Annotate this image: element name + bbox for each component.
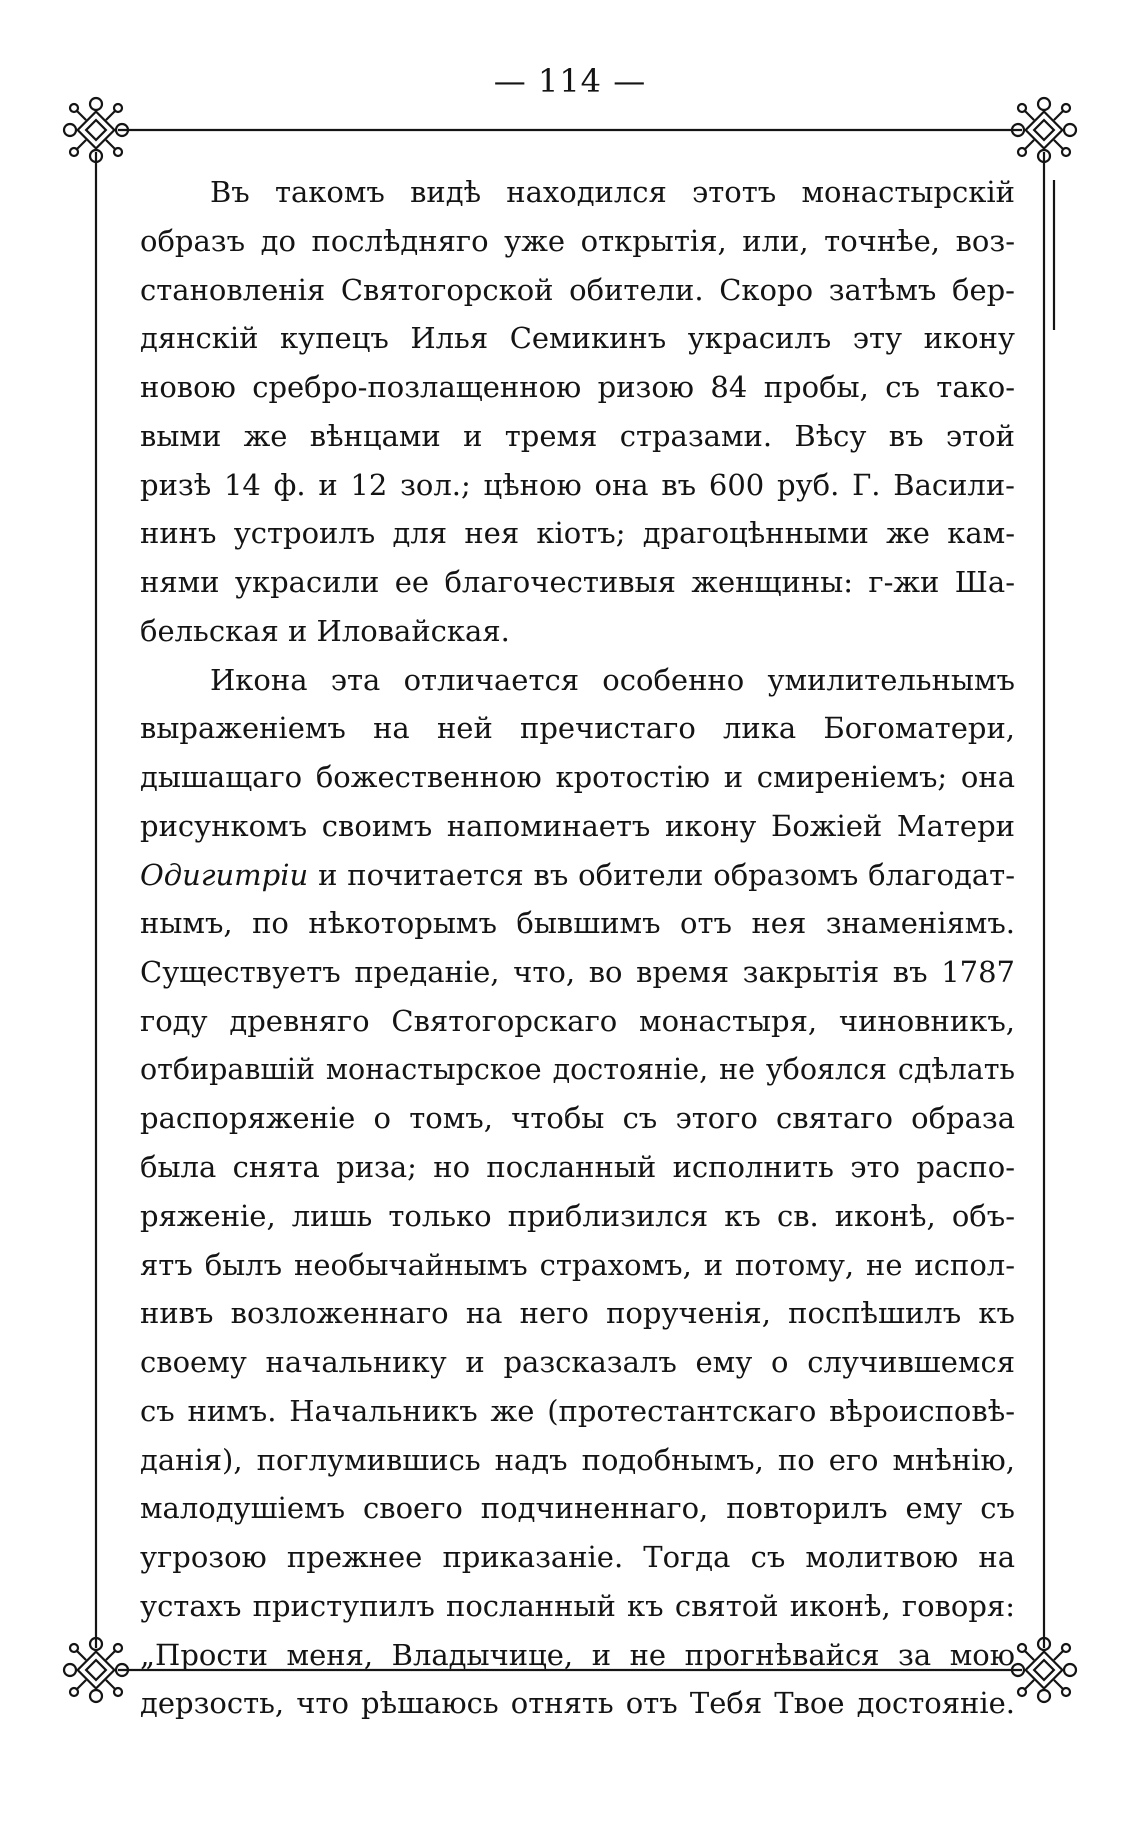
text-line: ятъ былъ необычайнымъ страхомъ, и потому, не испол- xyxy=(140,1247,1015,1282)
italic-word: Одигитріи xyxy=(140,857,309,892)
page-number: — 114 — xyxy=(493,62,647,100)
text-line: нями украсили ее благочестивыя женщины: г-жи Ша- xyxy=(140,565,1015,599)
text-line: выраженіемъ на ней пречистаго лика Богоматери, xyxy=(140,711,1015,746)
body-text xyxy=(140,168,1015,1728)
text-line: образъ до послѣдняго уже открытія, или, точнѣе, воз- xyxy=(140,223,1015,258)
text-line: нымъ, по нѣкоторымъ бывшимъ отъ нея знаменіямъ. xyxy=(140,906,1015,941)
text-line: ряженіе, лишь только приблизился къ св. иконѣ, объ- xyxy=(140,1198,1015,1233)
text-line: нивъ возложеннаго на него порученія, поспѣшилъ къ xyxy=(140,1296,1015,1331)
text-line: Въ такомъ видѣ находился этотъ монастырскій xyxy=(210,175,1015,209)
text-line: году древняго Святогорскаго монастыря, чиновникъ, xyxy=(140,1003,1015,1038)
text-line: Икона эта отличается особенно умилительнымъ xyxy=(210,662,1015,697)
text-line: новою сребро-позлащенною ризою 84 пробы, съ тако- xyxy=(140,370,1015,404)
text-line: съ нимъ. Начальникъ же (протестантскаго вѣроисповѣ- xyxy=(140,1393,1015,1428)
text-line-with-italic xyxy=(140,851,1015,900)
text-line: рисункомъ своимъ напоминаетъ икону Божіей Матери xyxy=(140,808,1015,843)
text-line: „Прости меня, Владычице, и не прогнѣвайся за мою xyxy=(140,1637,1015,1672)
paragraph-2 xyxy=(140,656,1015,1729)
text-line: устахъ приступилъ посланный къ святой иконѣ, говоря: xyxy=(140,1588,1015,1623)
text-line: была снята риза; но посланный исполнить это распо- xyxy=(140,1150,1015,1184)
text-line: дерзость, что рѣшаюсь отнять отъ Тебя Твое достояніе. xyxy=(140,1686,1015,1721)
text-line: малодушіемъ своего подчиненнаго, повторилъ ему съ xyxy=(140,1491,1015,1526)
text-line: выми же вѣнцами и тремя стразами. Вѣсу въ этой xyxy=(140,418,1015,453)
text-line: угрозою прежнее приказаніе. Тогда съ молитвою на xyxy=(140,1540,1015,1574)
text-line: данія), поглумившись надъ подобнымъ, по его мнѣнію, xyxy=(140,1442,1015,1477)
italic-line-rest: и почитается въ обители образомъ благодат- xyxy=(308,857,1015,892)
text-line: дянскій купецъ Илья Семикинъ украсилъ эту икону xyxy=(140,321,1015,356)
text-line: своему начальнику и разсказалъ ему о случившемся xyxy=(140,1345,1015,1379)
text-line: дышащаго божественною кротостію и смиреніемъ; она xyxy=(140,760,1015,794)
text-line: отбиравшій монастырское достояніе, не убоялся сдѣлать xyxy=(140,1052,1015,1086)
text-line: Существуетъ преданіе, что, во время закрытія въ 1787 xyxy=(140,955,1015,989)
text-line: становленія Святогорской обители. Скоро затѣмъ бер- xyxy=(140,272,1015,307)
text-line: бельская и Иловайская. xyxy=(140,613,510,648)
paragraph-1 xyxy=(140,168,1015,656)
text-line: распоряженіе о томъ, чтобы съ этого святаго образа xyxy=(140,1101,1015,1136)
text-line: ризѣ 14 ф. и 12 зол.; цѣною она въ 600 руб. Г. Васили- xyxy=(140,467,1015,502)
text-line: нинъ устроилъ для нея кіотъ; драгоцѣнными же кам- xyxy=(140,516,1015,551)
